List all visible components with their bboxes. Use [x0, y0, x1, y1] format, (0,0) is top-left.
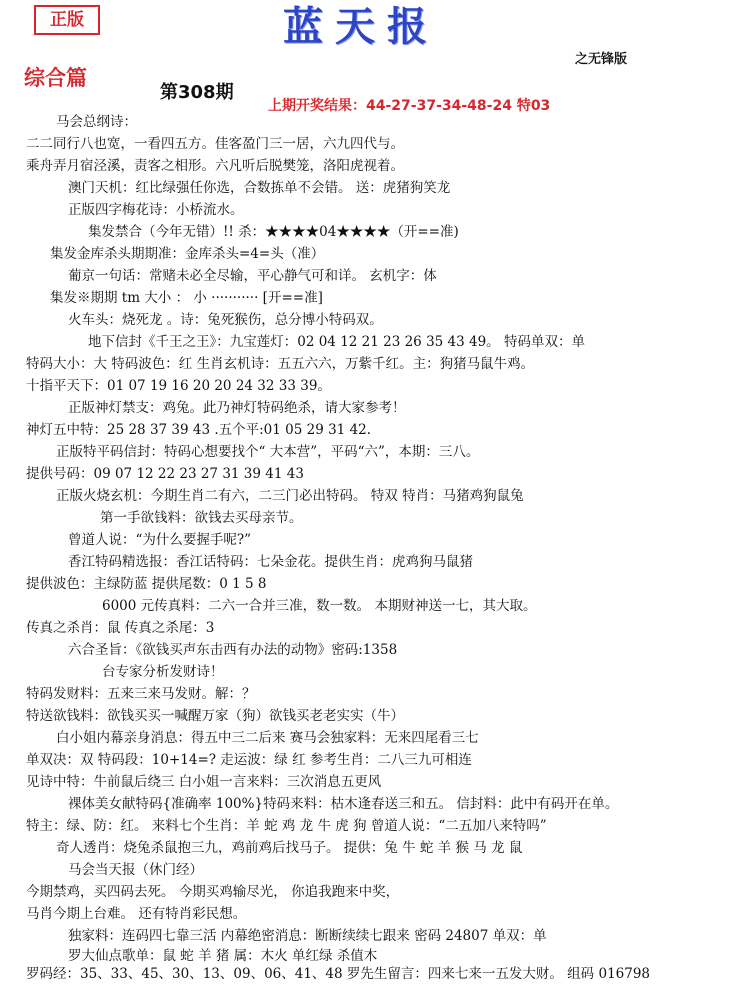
text-line: 正版火烧玄机：今期生肖二有六，二三门必出特码。 特双 特肖：马猪鸡狗鼠兔 — [56, 488, 524, 504]
text-line: 罗大仙点歌单：鼠 蛇 羊 猪 属：木火 单红绿 杀值木 — [68, 948, 378, 964]
text-line: 地下信封《千王之王》：九宝莲灯：02 04 12 21 23 26 35 43 49。 特码单双：单 — [88, 334, 585, 350]
text-line: 独家料：连码四七靠三活 内幕绝密消息：断断续续七跟来 密码 24807 单双：单 — [68, 928, 547, 944]
text-line: 集发金库杀头期期准：金库杀头=4=头（准） — [50, 246, 325, 262]
text-line: 十指平天下：01 07 19 16 20 20 24 32 33 39。 — [26, 378, 331, 394]
text-line: 葡京一句话：常赌未必全尽输，平心静气可和详。 玄机字：体 — [68, 268, 437, 284]
text-line: 集发禁合（今年无错）!! 杀：★★★★04★★★★（开==准) — [88, 224, 459, 240]
text-line: 提供号码：09 07 12 22 23 27 31 39 41 43 — [26, 466, 304, 482]
text-line: 特码发财料：五来三来马发财。解：？ — [26, 686, 256, 702]
text-line: 单双决：双 特码段：10+14=? 走运波：绿 红 参考生肖：二八三九可相连 — [26, 752, 472, 768]
edition-subtitle: 之无锋版 — [575, 52, 628, 67]
text-line: 裸体美女献特码{准确率 100%}特码来料：枯木逢春送三和五。 信封料：此中有码开在单。 — [68, 796, 619, 812]
text-line: 马会总纲诗： — [56, 114, 137, 130]
text-line: 传真之杀肖：鼠 传真之杀尾：3 — [26, 620, 215, 636]
text-line: 6000 元传真料：二六一合并三准，数一数。 本期财神送一七，其大取。 — [102, 598, 537, 614]
text-line: 第一手欲钱料：欲钱去买母亲节。 — [100, 510, 303, 526]
text-line: 奇人透肖：烧兔杀鼠抱三九，鸡前鸡后找马子。 提供：兔 牛 蛇 羊 猴 马 龙 鼠 — [56, 840, 523, 856]
text-line: 提供波色：主绿防蓝 提供尾数：0 1 5 8 — [26, 576, 267, 592]
newspaper-title: 蓝天报 — [283, 3, 439, 50]
text-line: 乘舟弄月宿泾溪，责客之相形。六凡听后脱樊笼，洛阳虎视着。 — [26, 158, 404, 174]
text-line: 二二同行八也宽，一看四五方。佳客盈门三一居，六九四代与。 — [26, 136, 404, 152]
text-line: 马会当天报（休门经） — [68, 862, 203, 878]
text-line: 见诗中特：牛前鼠后绕三 白小姐一言来料：三次消息五更风 — [26, 774, 382, 790]
text-line: 马肖今期上台难。 还有特肖彩民想。 — [26, 906, 247, 922]
text-line: 正版神灯禁支：鸡兔。此乃神灯特码绝杀，请大家参考！ — [68, 400, 406, 416]
text-line: 集发※期期 tm 大小 ： 小 ··········· [开==准] — [50, 290, 323, 306]
text-line: 神灯五中特：25 28 37 39 43 .五个平:01 05 29 31 42. — [26, 422, 372, 438]
text-line: 火车头：烧死龙 。诗：兔死猴伤，总分博小特码双。 — [68, 312, 383, 328]
text-line: 六合圣旨：《欲钱买声东击西有办法的动物》密码:1358 — [68, 642, 398, 658]
authentic-badge: 正版 — [34, 5, 100, 35]
text-line: 罗码经：35、33、45、30、13、09、06、41、48 罗先生留言：四来七来一五发大财。 组码 016798 — [26, 966, 651, 982]
text-line: 今期禁鸡，买四码去死。 今期买鸡输尽光， 你追我跑来中奖， — [26, 884, 400, 900]
text-line: 台专家分析发财诗！ — [102, 664, 224, 680]
issue-number: 第308期 — [160, 82, 234, 103]
text-line: 特送欲钱料：欲钱买买一喊醒万家（狗）欲钱买老老实实（牛） — [26, 708, 404, 724]
text-line: 特主：绿、防：红。 来料七个生肖：羊 蛇 鸡 龙 牛 虎 狗 曾道人说：“二五加八来特吗” — [26, 818, 547, 834]
text-line: 特码大小：大 特码波色：红 生肖玄机诗：五五六六，万紫千红。主：狗猪马鼠牛鸡。 — [26, 356, 535, 372]
text-line: 正版特平码信封：特码心想要找个“ 大本营”，平码“六”，本期：三八。 — [56, 444, 480, 460]
text-line: 曾道人说：“为什么要握手呢?” — [68, 532, 252, 548]
text-line: 正版四字梅花诗：小桥流水。 — [68, 202, 244, 218]
previous-results: 上期开奖结果：44-27-37-34-48-24 特03 — [268, 98, 551, 114]
section-title: 综合篇 — [24, 66, 87, 90]
text-line: 白小姐内幕亲身消息：得五中三二后来 赛马会独家料：无来四尾看三七 — [56, 730, 479, 746]
text-line: 澳门天机：红比绿强任你选，合数拣单不会错。 送：虎猪狗笑龙 — [68, 180, 451, 196]
text-line: 香江特码精选报：香江话特码：七朵金花。提供生肖：虎鸡狗马鼠猪 — [68, 554, 473, 570]
